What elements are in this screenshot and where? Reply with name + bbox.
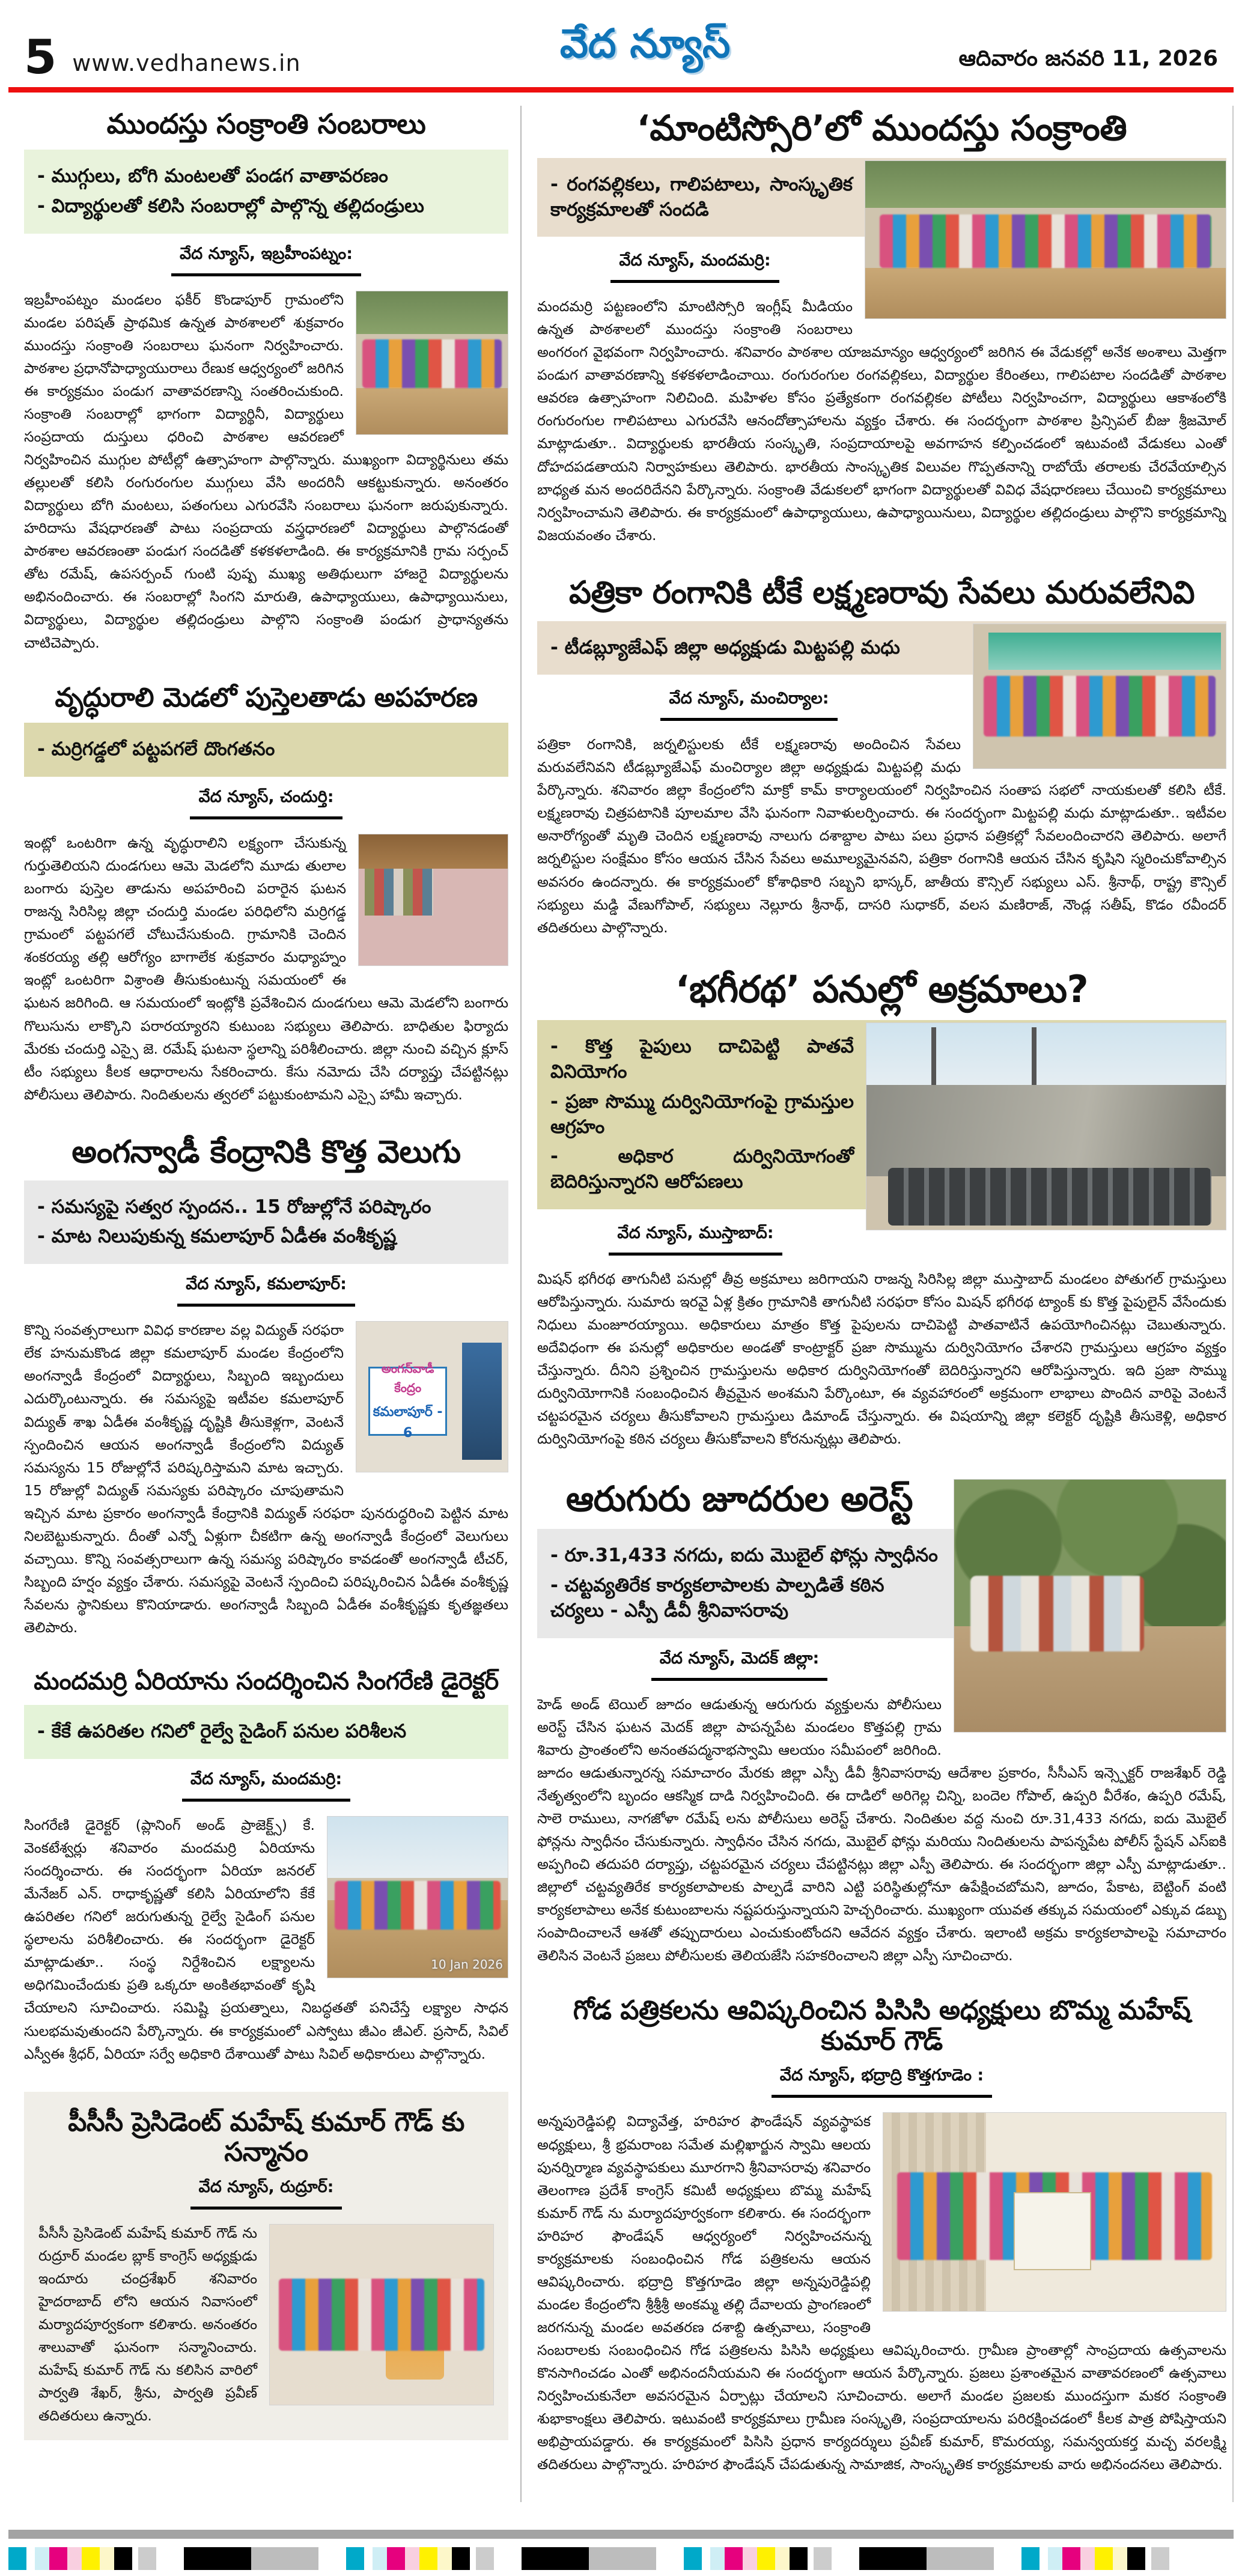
- color-swatch: [725, 2547, 743, 2570]
- color-swatch: [994, 2547, 1021, 2570]
- article-singareni-director-visit: [24, 1665, 508, 2065]
- color-swatch: [470, 2547, 476, 2570]
- color-swatch: [346, 2547, 364, 2570]
- headline: పీసీసీ ప్రెసిడెంట్ మహేష్ కుమార్ గౌడ్ కు సన్మానం: [68, 2106, 464, 2168]
- color-swatch: [405, 2547, 419, 2570]
- subhead-box: [24, 1705, 508, 1759]
- subhead-bullet: - కొత్త పైపులు దాచిపెట్టి పాతవే వినియోగం: [550, 1036, 854, 1083]
- article-chain-snatching: [24, 681, 508, 1106]
- color-swatch: [1151, 2547, 1169, 2570]
- color-swatch: [364, 2547, 373, 2570]
- color-swatch: [476, 2547, 494, 2570]
- color-swatch: [494, 2547, 522, 2570]
- photo-mine-site-inspection: [327, 1816, 508, 1978]
- sign-text-line2: కమలాపూర్ - 6: [373, 1404, 443, 1441]
- color-swatch: [589, 2547, 656, 2570]
- article-body: పీసీసీ ప్రెసిడెంట్ మహేష్ కుమార్ గౌడ్ ను రుద్రూర్ మండల బ్లాక్ కాంగ్రెస్ అధ్యక్షుడు ఇందూరు చంద్రశేఖర్ శనివారం హైదరాబాద్ లోని ఆయన నివాసంలో మర్యాదపూర్వకంగా కలిశారు. అనంతరం శాలువాతో ఘనంగా సన్మానించారు. మహేష్ కుమార్ గౌడ్ ను కలిసిన వారిలో పార్వతి శేఖర్, శ్రీను, పార్వతి ప్రవీణ్ తదితరులు ఉన్నారు.: [38, 2222, 494, 2428]
- photo-banner: [988, 633, 1220, 670]
- article-body: - కొత్త పైపులు దాచిపెట్టి పాతవే వినియోగం - ప్రజా సొమ్ము దుర్వినియోగంపై గ్రామస్తుల ఆగ్రహం - అధికార దుర్వినియోగంతో బెదిరిస్తున్నారని ఆరోపణలు వేద న్యూస్, ముస్తాబాద్: మిషన్ భగీరథ తాగునీటి పనుల్లో తీవ్ర అక్రమాలు జరిగాయని రాజన్న సిరిసిల్ల జిల్లా ముస్తాబాద్ మండలం పోతుగల్ గ్రామస్తులు ఆరోపిస్తున్నారు. సుమారు ఇరవై ఏళ్ల క్రితం గ్రామానికి తాగునీటి సరఫరా కోసం మిషన్ భగీరథ ట్యాంక్ కు కొత్త పైపులైన్ వేసేందుకు నిధులు మంజూరయ్యాయి. అధికారులు మాత్రం కొత్త పైపులను దాచిపెట్టి పాతవాటినే ఉపయోగించినట్లు చెబుతున్నారు. అదేవిధంగా ఈ పనుల్లో అధికారుల అండతో కాంట్రాక్టర్ ప్రజా సొమ్మును దుర్వినియోగం చేశారని గ్రామస్తులు ఆగ్రహం వ్యక్తం చేస్తున్నారు. దీనిని ప్రశ్నించిన గ్రామస్తులను అధికార దుర్వినియోగంతో బెదిరిస్తున్నారని ఆరోపిస్తున్నారు. ఇది ప్రజా సొమ్ము దుర్వినియోగానికి సంబంధించిన తీవ్రమైన అంశమని పేర్కొంటూ, ఈ వ్యవహారంలో అక్రమంగా లాభాలు పొందిన వారిపై వెంటనే చట్టపరమైన చర్యలు తీసుకోవాలని గ్రామస్తులు డిమాండ్ చేస్తున్నారు. ఈ విషయాన్ని జిల్లా కలెక్టర్ దృష్టికి తీసుకెళ్లి, అధికార దుర్వినియోగంపై కఠిన చర్యలు తీసుకోవాలని కోరనున్నట్లు తెలిపారు.: [537, 1020, 1226, 1450]
- article-body: అన్నపురెడ్డిపల్లి విద్యావేత్త, హరిహర ఫౌండేషన్ వ్యవస్థాపక అధ్యక్షులు, శ్రీ భ్రమరాంబ సమేత మల్లిఖార్జున స్వామి ఆలయ పునర్నిర్మాణ వ్యవస్థాపకులు మూరగాని శ్రీనివాసరావు శనివారం తెలంగాణ ప్రదేశ్ కాంగ్రెస్ కమిటీ అధ్యక్షులు బొమ్మ మహేష్ కుమార్ గౌడ్ ను మర్యాదపూర్వకంగా కలిశారు. ఈ సందర్భంగా హరిహర ఫౌండేషన్ ఆధ్వర్యంలో నిర్వహించనున్న కార్యక్రమాలకు సంబంధించిన గోడ పత్రికలను ఆయన ఆవిష్కరించారు. భద్రాద్రి కొత్తగూడెం జిల్లా అన్నపురెడ్డిపల్లి మండల కేంద్రంలోని శ్రీశ్రీశ్రీ అంకమ్మ తల్లి దేవాలయ ప్రాంగణంలో జరగనున్న మండల అవతరణ దశాబ్ది ఉత్సవాలు, సంక్రాంతి సంబరాలకు సంబంధించిన గోడ పత్రికలను పిసిసి అధ్యక్షులు ఆవిష్కరించారు. గ్రామీణ ప్రాంతాల్లో సాంప్రదాయ ఉత్సవాలను కొనసాగించడం ఎంతో అభినందనీయమని ఈ సందర్భంగా ఆయన పేర్కొన్నారు. ప్రజలు ప్రశాంతమైన వాతావరణంలో ఉత్సవాలు నిర్వహించుకునేలా అవసరమైన ఏర్పాట్లు చేయాలని సూచించారు. అలాగే మండల ప్రజలకు ముందస్తుగా మకర సంక్రాంతి శుభాకాంక్షలు తెలిపారు. ఇటువంటి కార్యక్రమాలు గ్రామీణ సంస్కృతి, సంప్రదాయాలను పరిరక్షించడంలో కీలక పాత్ర పోషిస్తాయని అభిప్రాయపడ్డారు. ఈ కార్యక్రమంలో పిసిసి ప్రధాన కార్యదర్శులు ప్రవీణ్ కుమార్, కొమరయ్య, సమన్వయకర్త మచ్చ వరలక్ష్మి తదితరులు పాల్గొన్నారు. హరిహర ఫౌండేషన్ చేపడుతున్న సామాజిక, సాంస్కృతిక కార్యక్రమాలకు వారు అభినందనలు తెలిపారు.: [537, 2113, 1226, 2473]
- photo-anganwadi-centre: [356, 1321, 508, 1472]
- dateline: వేద న్యూస్, ఇబ్రహీంపట్నం:: [24, 245, 508, 276]
- article-body: 10 Jan 2026 సింగరేణి డైరెక్టర్ (ప్లానింగ్ అండ్ ప్రాజెక్ట్స్) కే. వెంకటేశ్వర్లు శనివారం మందమర్రి ఏరియాను సందర్శించారు. ఈ సందర్భంగా ఏరియా జనరల్ మేనేజర్ ఎన్. రాధాకృష్ణతో కలిసి ఏరియాలోని కేకే ఉపరితల గనిలో జరుగుతున్న రైల్వే సైడింగ్ పనుల స్థలాలను పరిశీలించారు. ఈ సందర్భంగా డైరెక్టర్ మాట్లాడుతూ.. సంస్థ నిర్దేశించిన లక్ష్యాలను అధిగమించేందుకు ప్రతి ఒక్కరూ అంకితభావంతో కృషి చేయాలని సూచించారు. సమిష్టి ప్రయత్నాలు, నిబద్ధతతో పనిచేస్తే లక్ష్యాల సాధన సులభమవుతుందని పేర్కొన్నారు. ఈ కార్యక్రమంలో ఎస్వోటు జీఎం జీఎల్. ప్రసాద్, సివిల్ ఎస్వీఈ శ్రీధర్, ఏరియా సర్వే అధికారి దేశాయితో పాటు సివిల్ అధికారులు పాల్గొన్నారు.: [24, 1816, 508, 2062]
- photo-seated-men: [970, 1576, 1144, 1651]
- photo-trees: [865, 161, 1226, 208]
- color-swatch: [8, 2547, 26, 2570]
- article-body: ఇబ్రహీంపట్నం మండలం ఫకీర్ కొండాపూర్ గ్రామంలోని మండల పరిషత్ ప్రాథమిక ఉన్నత పాఠశాలలో శుక్రవారం ముందస్తు సంక్రాంతి సంబరాలు ఘనంగా నిర్వహించారు. పాఠశాల ప్రధానోపాధ్యాయురాలు రేణుక ఆధ్వర్యంలో జరిగిన ఈ కార్యక్రమం పండుగ వాతావరణాన్ని సంతరించుకుంది. సంక్రాంతి సంబరాల్లో భాగంగా విద్యార్థినీ, విద్యార్థులు సంప్రదాయ దుస్తులు ధరించి పాఠశాల ఆవరణలో నిర్వహించిన ముగ్గుల పోటీల్లో ఉత్సాహంగా పాల్గొన్నారు. ముఖ్యంగా విద్యార్థినులు తమ తల్లులతో కలిసి రంగురంగుల ముగ్గులు వేసి అందరినీ ఆకట్టుకున్నారు. అనంతరం విద్యార్థులు బోగి మంటలు, పతంగులు ఎగురవేసి సంబరాలు ఘనంగా జరుపుకున్నారు. హరిదాసు వేషధారణతో పాటు సంప్రదాయ వస్త్రధారణలో విద్యార్థులు పాల్గొనడంతో పాఠశాల ఆవరణంతా పండుగ సందడితో కళకళలాడింది. ఈ కార్యక్రమానికి గ్రామ సర్పంచ్ తోట రమేష్, ఉపసర్పంచ్ గుంటి పుష్ప ముఖ్య అతిథులుగా హాజరై విద్యార్థులను అభినందించారు. ఈ సంబరాల్లో సింగని మారుతి, ఉపాధ్యాయులు, ఉపాధ్యాయినులు, విద్యార్థులు, విద్యార్థుల తల్లిదండ్రులు పాల్గొని సంక్రాంతి పండుగ ప్రాధాన్యతను చాటిచెప్పారు.: [24, 291, 508, 651]
- color-swatch: [656, 2547, 684, 2570]
- color-swatch: [1080, 2547, 1095, 2570]
- sign-text-line1: అంగన్‌వాడీ కేంద్రం: [381, 1361, 434, 1396]
- right-column: [522, 106, 1234, 2502]
- photo-arrested-gamblers: [954, 1479, 1226, 1733]
- photo-electric-pole: [931, 1027, 936, 1089]
- photo-shawl-felicitation: [269, 2224, 494, 2405]
- color-swatch: [1021, 2547, 1040, 2570]
- photo-poster-unveiling: [883, 2112, 1226, 2312]
- article-pcc-president-felicitation: [24, 2092, 508, 2441]
- article-bhagiratha-irregularities: [537, 965, 1226, 1451]
- footer-gray-bar: [8, 2530, 1234, 2539]
- photo-pipe-stack: [888, 1168, 1211, 1226]
- page-header: [8, 0, 1234, 85]
- page-number: 5: [24, 30, 57, 85]
- article-gamblers-arrest: [537, 1477, 1226, 1967]
- article-early-sankranti-school: [24, 106, 508, 654]
- subhead-bullet: - సమస్యపై సత్వర స్పందన.. 15 రోజుల్లోనే పరిష్కారం: [37, 1195, 431, 1218]
- subhead-bullet: - మర్రిగడ్డలో పట్టపగలే దొంగతనం: [37, 738, 275, 761]
- article-anganwadi-power: [24, 1132, 508, 1639]
- photo-ground: [356, 388, 508, 434]
- photo-ground: [865, 268, 1226, 318]
- subhead-bullet: - విద్యార్థులతో కలిసి సంబరాల్లో పాల్గొన్న తల్లిదండ్రులు: [37, 195, 424, 217]
- dateline: వేద న్యూస్, మంచిర్యాల:: [537, 685, 1226, 721]
- article-wall-posters-launch: [537, 1993, 1226, 2476]
- left-column: [8, 106, 522, 2502]
- photo-people-row: [984, 676, 1216, 737]
- photo-wall-poster: [1014, 2192, 1091, 2270]
- photo-electric-pole: [1032, 1027, 1037, 1089]
- photo-condolence-meeting: [973, 624, 1226, 769]
- color-swatch: [832, 2547, 859, 2570]
- website-url: www.vedhanews.in: [72, 50, 301, 76]
- dateline: వేద న్యూస్, రుద్రూర్:: [38, 2178, 494, 2210]
- color-swatch: [814, 2547, 832, 2570]
- subhead-box: [24, 723, 508, 777]
- header-rule: [8, 87, 1234, 93]
- color-swatch: [184, 2547, 251, 2570]
- color-swatch: [67, 2547, 82, 2570]
- photo-montessori-school-group: [865, 160, 1226, 319]
- headline: మందమర్రి ఏరియాను సందర్శించిన సింగరేణి డైరెక్టర్: [34, 1668, 499, 1696]
- color-swatch: [26, 2547, 35, 2570]
- dateline: వేద న్యూస్, మందమర్రి:: [537, 248, 1226, 283]
- article-body: అంగన్‌వాడీ కేంద్రం కమలాపూర్ - 6 కొన్ని సంవత్సరాలుగా వివిధ కారణాల వల్ల విద్యుత్ సరఫరా లేక హనుమకొండ జిల్లా కమలాపూర్ మండల కేంద్రంలోని అంగన్వాడీ కేంద్రంలో విద్యార్థులు, సిబ్బంది ఇబ్బందులు ఎదుర్కొంటున్నారు. ఈ సమస్యపై ఇటీవల కమలాపూర్ విద్యుత్ శాఖ ఏడీఈ వంశీకృష్ణ దృష్టికి తీసుకెళ్లగా, వెంటనే స్పందించిన ఆయన అంగన్వాడీ కేంద్రంలోని విద్యుత్ సమస్యను 15 రోజుల్లోనే పరిష్కరిస్తామని మాట ఇచ్చారు. 15 రోజుల్లో విద్యుత్ సమస్యకు పరిష్కారం చూపుతామని ఇచ్చిన మాట ప్రకారం అంగన్వాడీ కేంద్రానికి విద్యుత్ సరఫరా పునరుద్ధరించి పెట్టిన మాట నిలబెట్టుకున్నారు. దీంతో ఎన్నో ఏళ్లుగా చీకటిగా ఉన్న అంగన్వాడీ కేంద్రంలో వెలుగులు వచ్చాయి. కొన్ని సంవత్సరాలుగా ఉన్న సమస్య పరిష్కారం కావడంతో అంగన్వాడీ టీచర్, సిబ్బంది హర్షం వ్యక్తం చేశారు. సమస్యపై వెంటనే స్పందించి పరిష్కరించిన ఏడీఈ వంశీకృష్ణ సేవలను స్థానికులు కొనియాడారు. అంగన్వాడీ సిబ్బంది ఏడీఈ వంశీకృష్ణకు కృతజ్ఞతలు తెలిపారు.: [24, 1322, 508, 1636]
- subhead-bullet: - రూ.31,433 నగదు, ఐదు మొబైల్ ఫోన్లు స్వాధీనం: [550, 1545, 938, 1567]
- color-swatch: [522, 2547, 589, 2570]
- masthead-title: వేద న్యూస్: [559, 20, 731, 67]
- color-swatch: [775, 2547, 790, 2570]
- color-swatch: [35, 2547, 49, 2570]
- subhead-bullet: - మాట నిలుపుకున్న కమలాపూర్ ఏడీఈ వంశీకృష్ణ: [37, 1226, 397, 1248]
- subhead-bullet: - అధికార దుర్వినియోగంతో బెదిరిస్తున్నారని ఆరోపణలు: [550, 1146, 854, 1193]
- color-swatch: [114, 2547, 132, 2570]
- color-swatch: [702, 2547, 710, 2570]
- subhead-box: [24, 1180, 508, 1265]
- dateline: వేద న్యూస్, చందుర్తి:: [24, 788, 508, 819]
- color-swatch: [49, 2547, 67, 2570]
- color-swatch: [138, 2547, 156, 2570]
- article-montessori-sankranti: [537, 106, 1226, 547]
- headline: ‘భగీరథ’ పనుల్లో అక్రమాలు?: [675, 967, 1089, 1011]
- color-swatch: [684, 2547, 702, 2570]
- color-swatch: [251, 2547, 318, 2570]
- photo-compound-wall: [866, 1085, 1226, 1176]
- subhead-bullet: - రంగవల్లికలు, గాలిపటాలు, సాంస్కృతిక కార్యక్రమాలతో సందడి: [550, 173, 853, 220]
- color-swatch: [373, 2547, 387, 2570]
- photo-trees: [356, 291, 508, 334]
- subhead-bullet: - కేకే ఉపరితల గనిలో రైల్వే సైడింగ్ పనుల పరిశీలన: [37, 1721, 407, 1743]
- photo-date-watermark: 10 Jan 2026: [431, 1957, 503, 1972]
- photo-people-row: [880, 214, 1211, 268]
- calibration-strip: [8, 2547, 1234, 2570]
- color-swatch: [859, 2547, 927, 2570]
- color-swatch: [82, 2547, 100, 2570]
- dateline: వేద న్యూస్, కమలాపూర్:: [24, 1275, 508, 1307]
- color-swatch: [132, 2547, 138, 2570]
- color-swatch: [1048, 2547, 1062, 2570]
- headline: ‘మాంటిస్సోరి’లో ముందస్తు సంక్రాంతి: [636, 108, 1127, 148]
- photo-school-students-group: [356, 291, 508, 435]
- color-swatch: [419, 2547, 437, 2570]
- color-swatch: [437, 2547, 452, 2570]
- article-body: - రంగవల్లికలు, గాలిపటాలు, సాంస్కృతిక కార్యక్రమాలతో సందడి వేద న్యూస్, మందమర్రి: మందమర్రి పట్టణంలోని మాంటిస్సోరి ఇంగ్లీష్ మీడియం ఉన్నత పాఠశాలలో ముందస్తు సంక్రాంతి సంబరాలు అంగరంగ వైభవంగా నిర్వహించారు. శనివారం పాఠశాల యాజమాన్యం ఆధ్వర్యంలో జరిగిన ఈ వేడుకల్లో అనేక అంశాలు మెత్తగా పండుగ వాతావరణాన్ని కళకళలాడించాయి. రంగురంగుల రంగవల్లికలు, విద్యార్థుల కేరింతలు, గాలిపటాల సందడితో పాఠశాల ఆవరణ ఉత్సాహంగా నిలిచింది. మహిళల కోసం ప్రత్యేకంగా రంగవల్లికల పోటీలు నిర్వహించగా, విద్యార్థులు ఆకాశంలోకి రంగురంగుల గాలిపటాలు ఎగురవేసి ఆనందోత్సాహాలను వ్యక్తం చేశారు. ఈ సందర్భంగా పాఠశాల ప్రిన్సిపల్ బీజు శ్రీజమోల్ మాట్లాడుతూ.. విద్యార్థులకు భారతీయ సంస్కృతి, సంప్రదాయాలపై అవగాహన కల్పించడంలో ఇటువంటి వేడుకలు ఎంతో దోహదపడతాయని నిర్వాహకులు తెలిపారు. భారతీయ సాంస్కృతిక విలువల గొప్పతనాన్ని రాబోయే తరాలకు చేరవేయాల్సిన బాధ్యత మన అందరిదేనని పేర్కొన్నారు. సంక్రాంతి వేడుకలలో భాగంగా విద్యార్థులతో వివిధ వేషధారణలు చేయించి కార్యక్రమాలు నిర్వహించామని తెలిపారు. ఈ కార్యక్రమంలో ఉపాధ్యాయులు, ఉపాధ్యాయినులు, విద్యార్థుల తల్లిదండ్రులు పాల్గొని కార్యక్రమాన్ని విజయవంతం చేశారు.: [537, 158, 1226, 547]
- dateline: వేద న్యూస్, మెదక్ జిల్లా:: [537, 1649, 1226, 1681]
- article-body: - టీడబ్ల్యూజేఎఫ్ జిల్లా అధ్యక్షుడు మిట్టపల్లి మధు వేద న్యూస్, మంచిర్యాల: పత్రికా రంగానికి, జర్నలిస్టులకు టీకే లక్ష్మణరావు అందించిన సేవలు మరువలేనివని టీడబ్ల్యూజేఎఫ్ మంచిర్యాల జిల్లా అధ్యక్షుడు మిట్టపల్లి మధు పేర్కొన్నారు. శనివారం జిల్లా కేంద్రంలోని మాక్రో కామ్ కార్యాలయంలో నిర్వహించిన సంతాప సభలో నాయకులతో కలిసి టీకే. లక్ష్మణరావు చిత్రపటానికి పూలమాల వేసి ఘనంగా నివాళులర్పించారు. ఈ సందర్భంగా మిట్టపల్లి మధు మాట్లాడుతూ.. ఇటీవల అనారోగ్యంతో మృతి చెందిన లక్ష్మణరావు నాలుగు దశాబ్దాల పాటు పలు ప్రధాన పత్రికల్లో సేవలందించారని తెలిపారు. అలాగే జర్నలిస్టుల సంక్షేమం కోసం ఆయన చేసిన సేవలు అమూల్యమైనవని, పత్రికా రంగానికి ఆయన చేసిన కృషిని స్మరించుకోవాల్సిన అవసరం ఉందన్నారు. ఈ కార్యక్రమంలో కోశాధికారి సబ్బని భాస్కర్, జాతీయ కౌన్సిల్ సభ్యులు ఎస్. శ్రీనాథ్, రాష్ట్ర కౌన్సిల్ సభ్యులు మడ్డి వేణుగోపాల్, సభ్యులు నెల్లూరు శ్రీనాథ్, దాసరి సుధాకర్, వలస మణిరాజ్, నౌండ్ల సతీష్, కొడం రవీందర్ తదితరులు పాల్గొన్నారు.: [537, 621, 1226, 939]
- headline: పత్రికా రంగానికి టీకే లక్ష్మణరావు సేవలు మరువలేనివి: [569, 574, 1195, 611]
- page-columns: [8, 106, 1234, 2502]
- color-swatch: [1113, 2547, 1127, 2570]
- headline: గోడ పత్రికలను ఆవిష్కరించిన పిసిసి అధ్యక్షులు బొమ్మ మహేష్ కుమార్ గౌడ్: [573, 1995, 1191, 2056]
- headline: ఆరుగురు జూదరుల అరెస్ట్: [565, 1478, 913, 1520]
- subhead-bullet: - చట్టవ్యతిరేక కార్యకలాపాలకు పాల్పడితే కఠిన చర్యలు - ఎస్పీ డీవీ శ్రీనివాసరావు: [550, 1574, 884, 1621]
- color-swatch: [1127, 2547, 1145, 2570]
- color-swatch: [743, 2547, 757, 2570]
- article-tk-lakshmanarao-condolence: [537, 573, 1226, 939]
- anganwadi-sign-board: [368, 1361, 447, 1441]
- color-swatch: [1095, 2547, 1113, 2570]
- color-swatch: [1145, 2547, 1151, 2570]
- photo-hanging-clothes: [365, 869, 433, 916]
- headline: వృద్ధురాలి మెడలో పుస్తెలతాడు అపహరణ: [55, 682, 478, 713]
- headline: ముందస్తు సంక్రాంతి సంబరాలు: [106, 108, 426, 140]
- color-swatch: [1040, 2547, 1048, 2570]
- photo-officials-walking: [335, 1881, 501, 1929]
- color-swatch: [757, 2547, 775, 2570]
- color-swatch: [100, 2547, 114, 2570]
- color-swatch: [927, 2547, 994, 2570]
- color-swatch: [318, 2547, 346, 2570]
- headline: అంగన్వాడీ కేంద్రానికి కొత్త వెలుగు: [72, 1134, 461, 1170]
- color-swatch: [790, 2547, 808, 2570]
- photo-people-row: [279, 2279, 484, 2351]
- photo-roof-beams: [359, 834, 508, 869]
- article-body: ఇంట్లో ఒంటరిగా ఉన్న వృద్ధురాలిని లక్ష్యంగా చేసుకున్న గుర్తుతెలియని దుండగులు ఆమె మెడలోని మూడు తులాల బంగారు పుస్తెల తాడును అపహరించి పరారైన ఘటన రాజన్న సిరిసిల్ల జిల్లా చందుర్తి మండల పరిధిలోని మర్రిగడ్డ గ్రామంలో పట్టపగలే చోటుచేసుకుంది. గ్రామానికి చెందిన శంకరయ్య తల్లి ఆరోగ్యం బాగాలేక శుక్రవారం మధ్యాహ్నం ఇంట్లో ఒంటరిగా విశ్రాంతి తీసుకుంటున్న సమయంలో ఈ ఘటన జరిగింది. ఆ సమయంలో ఇంట్లోకి ప్రవేశించిన దుండగులు ఆమె మెడలోని బంగారు గొలుసును లాక్కొని పరారయ్యారని కుటుంబ సభ్యులు తెలిపారు. బాధితుల ఫిర్యాదు మేరకు చందుర్తి ఎస్సై జె. రమేష్ ఘటనా స్థలాన్ని పరిశీలించారు. జిల్లా నుంచి వచ్చిన క్లూస్ టీం సభ్యులు కీలక ఆధారాలను సేకరించారు. కేసు నమోదు చేసి దర్యాప్తు చేపట్టినట్లు పోలీసులు తెలిపారు. నిందితులను త్వరలో పట్టుకుంటామని ఎస్సై హామీ ఇచ్చారు.: [24, 834, 508, 1103]
- color-swatch: [1062, 2547, 1080, 2570]
- photo-people-row: [362, 339, 502, 388]
- color-swatch: [387, 2547, 405, 2570]
- subhead-bullet: - ప్రజా సొమ్ము దుర్వినియోగంపై గ్రామస్తుల ఆగ్రహం: [550, 1090, 854, 1138]
- dateline: వేద న్యూస్, మందమర్రి:: [24, 1770, 508, 1802]
- subhead-box: [24, 150, 508, 234]
- color-swatch: [808, 2547, 814, 2570]
- color-swatch: [710, 2547, 725, 2570]
- photo-wall-and-pipes: [866, 1022, 1226, 1230]
- photo-sky: [866, 1023, 1226, 1093]
- edition-date: ఆదివారం జనవరి 11, 2026: [958, 46, 1219, 71]
- dateline: వేద న్యూస్, భద్రాద్రి కొత్తగూడెం :: [537, 2066, 1226, 2098]
- subhead-bullet: - ముగ్గులు, బోగి మంటలతో పండగ వాతావరణం: [37, 165, 388, 187]
- photo-house-interior-police: [358, 834, 508, 966]
- color-swatch: [156, 2547, 184, 2570]
- subhead-bullet: - టీడబ్ల్యూజేఎఫ్ జిల్లా అధ్యక్షుడు మిట్టపల్లి మధు: [550, 636, 900, 658]
- dateline: వేద న్యూస్, ముస్తాబాద్:: [537, 1220, 1226, 1256]
- photo-sky: [327, 1817, 508, 1878]
- photo-doorway: [462, 1343, 502, 1460]
- color-swatch: [452, 2547, 470, 2570]
- article-body: హెడ్ అండ్ టెయిల్ జూదం ఆడుతున్న ఆరుగురు వ్యక్తులను పోలీసులు అరెస్ట్ చేసిన ఘటన మెదక్ జిల్లా పాపన్నపేట మండలం కొత్తపల్లి గ్రామ శివారు ప్రాంతంలోని అనంతపద్మనాభస్వామి ఆలయం సమీపంలో జరిగింది. జూదం ఆడుతున్నారన్న సమాచారం మేరకు జిల్లా ఎస్పీ డీవీ శ్రీనివాసరావు ఆదేశాల ప్రకారం, సీసీఎస్ ఇన్స్పెక్టర్ రాజశేఖర్ రెడ్డి నేతృత్వంలోని బృందం ఆకస్మిక దాడి నిర్వహించింది. ఈ దాడిలో అరిగెల్ల చిన్ని, బందెల గోపాల్, ఉప్పరి వీరేశం, ఉప్పరి రమేష్, సాలె రాములు, నాగజోళా రమేష్ లను పోలీసులు అరెస్ట్ చేశారు. నిందితుల వద్ద నుంచి రూ.31,433 నగదు, ఐదు మొబైల్ ఫోన్లను స్వాధీనం చేసుకున్నారు. స్వాధీనం చేసిన నగదు, మొబైల్ ఫోన్లు మరియు నిందితులను పాపన్నపేట పోలీస్ స్టేషన్ ఎస్ఐకి అప్పగించి తదుపరి దర్యాప్తు, చట్టపరమైన చర్యలు చేపట్టినట్లు జిల్లా ఎస్పీ తెలిపారు. ఈ సందర్భంగా జిల్లా ఎస్పీ మాట్లాడుతూ.. జిల్లాలో చట్టవ్యతిరేక కార్యకలాపాలకు పాల్పడే వారిని ఎట్టి పరిస్థితుల్లోనూ ఉపేక్షించబోమని, జూదం, పేకాట, బెట్టింగ్ వంటి కార్యకలాపాలు అనేక కుటుంబాలను నష్టపరుస్తున్నాయని హెచ్చరించారు. ముఖ్యంగా యువత తక్కువ సమయంలో ఎక్కువ డబ్బు సంపాదించాలనే ఆశతో తప్పుదారులు ఎంచుకుంటోందని ఆవేదన వ్యక్తం చేశారు. ఇలాంటి అక్రమ కార్యకలాపాలపై సమాచారం తెలిసిన వెంటనే ప్రజలు పోలీసులకు తెలియజేసి సహకరించాలని జిల్లా ఎస్పీ సూచించారు.: [537, 1695, 1226, 1964]
